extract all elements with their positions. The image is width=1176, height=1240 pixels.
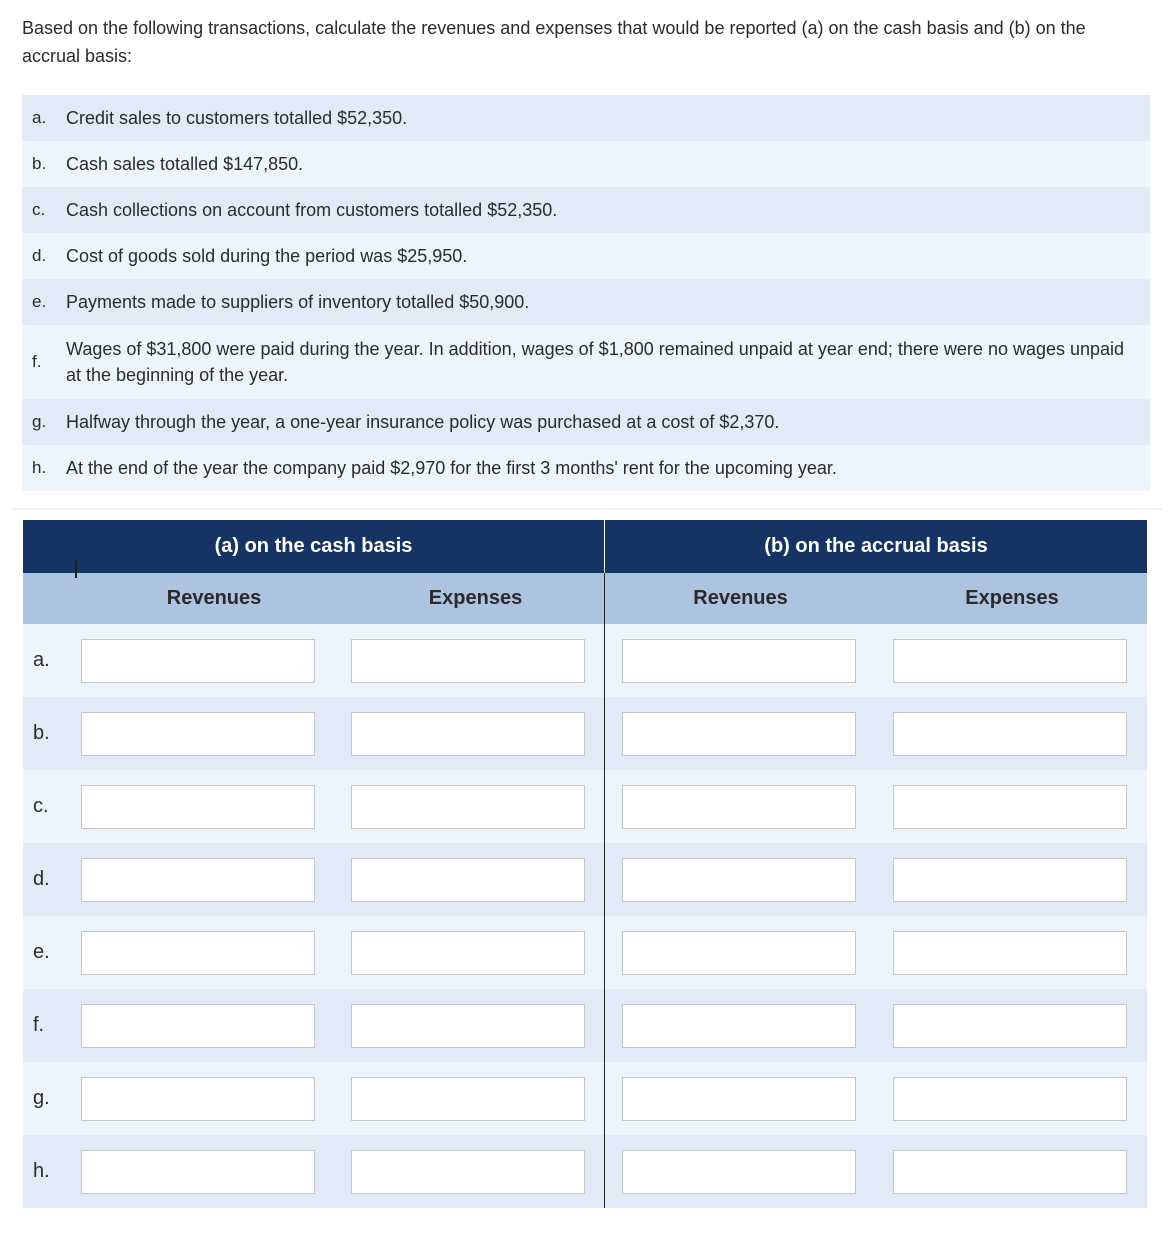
transaction-text: Credit sales to customers totalled $52,350. — [66, 108, 408, 128]
accrual-expenses-input[interactable] — [893, 931, 1127, 975]
row-label: f. — [33, 1014, 45, 1036]
table-row — [23, 1135, 1147, 1208]
accrual-expenses-input[interactable] — [893, 1004, 1127, 1048]
accrual-expenses-input[interactable] — [893, 712, 1127, 756]
accrual-expenses-input[interactable] — [893, 858, 1127, 902]
basis-divider — [604, 624, 605, 1208]
table-row — [23, 916, 1147, 989]
cash-revenues-input[interactable] — [81, 1077, 315, 1121]
transaction-letter: h. — [32, 458, 47, 477]
cash-expenses-input[interactable] — [351, 639, 585, 683]
cash-revenues-input[interactable] — [81, 931, 315, 975]
transaction-list — [22, 95, 1150, 491]
answer-table — [23, 520, 1147, 1208]
table-row — [23, 697, 1147, 770]
transaction-text: Wages of $31,800 were paid during the year. In addition, wages of $1,800 remained unpaid at year end; there were no wages unpaid at the beginning of the year. — [66, 339, 1125, 385]
transaction-text: Payments made to suppliers of inventory totalled $50,900. — [66, 292, 530, 312]
row-label: g. — [33, 1087, 50, 1109]
cash-revenues-input[interactable] — [81, 712, 315, 756]
transaction-item — [22, 445, 1150, 491]
question-text: Based on the following transactions, calculate the revenues and expenses that would be reported (a) on the cash basis and (b) on the accrual basis: — [22, 18, 1086, 66]
table-body — [23, 624, 1147, 1208]
accrual-revenues-input[interactable] — [622, 1004, 856, 1048]
cash-expenses-input[interactable] — [351, 931, 585, 975]
cash-expenses-input[interactable] — [351, 1150, 585, 1194]
table-row — [23, 1062, 1147, 1135]
accrual-expenses-input[interactable] — [893, 785, 1127, 829]
transaction-item — [22, 279, 1150, 325]
transaction-item — [22, 95, 1150, 141]
accrual-revenues-input[interactable] — [622, 712, 856, 756]
cash-revenues-input[interactable] — [81, 1150, 315, 1194]
row-label: h. — [33, 1160, 50, 1182]
transaction-item — [22, 399, 1150, 445]
row-label: a. — [33, 649, 50, 671]
divider — [12, 508, 1162, 510]
transaction-item — [22, 233, 1150, 279]
cash-revenues-input[interactable] — [81, 858, 315, 902]
table-row — [23, 989, 1147, 1062]
group-header-accrual: (b) on the accrual basis — [764, 535, 988, 557]
col-header-accrual-expenses: Expenses — [965, 587, 1059, 609]
transaction-letter: f. — [32, 352, 42, 371]
transaction-text: Cash sales totalled $147,850. — [66, 154, 304, 174]
col-header-accrual-revenues: Revenues — [693, 587, 788, 609]
group-header-cash: (a) on the cash basis — [23, 520, 605, 573]
cash-revenues-input[interactable] — [81, 1004, 315, 1048]
transaction-text: Cash collections on account from customers totalled $52,350. — [66, 200, 558, 220]
col-header-cash-revenues: Revenues — [166, 587, 262, 609]
column-header-row — [23, 573, 1147, 624]
cash-expenses-input[interactable] — [351, 858, 585, 902]
row-label: e. — [33, 941, 50, 963]
transaction-item — [22, 325, 1150, 399]
accrual-revenues-input[interactable] — [622, 858, 856, 902]
cash-revenues-input[interactable] — [81, 639, 315, 683]
cash-expenses-input[interactable] — [351, 1004, 585, 1048]
accrual-revenues-input[interactable] — [622, 785, 856, 829]
transaction-text: Halfway through the year, a one-year insurance policy was purchased at a cost of $2,370. — [66, 412, 780, 432]
column-resize-handle[interactable] — [61, 560, 81, 578]
accrual-expenses-input[interactable] — [893, 1077, 1127, 1121]
transaction-letter: b. — [32, 154, 47, 173]
row-label: d. — [33, 868, 50, 890]
row-label: c. — [33, 795, 49, 817]
accrual-revenues-input[interactable] — [622, 639, 856, 683]
group-header-row — [23, 520, 1147, 573]
table-row — [23, 624, 1147, 697]
transaction-item — [22, 141, 1150, 187]
cash-revenues-input[interactable] — [81, 785, 315, 829]
transaction-letter: g. — [32, 412, 47, 431]
accrual-expenses-input[interactable] — [893, 639, 1127, 683]
table-row — [23, 843, 1147, 916]
row-label: b. — [33, 722, 50, 744]
transaction-letter: c. — [32, 200, 46, 219]
accrual-revenues-input[interactable] — [622, 1150, 856, 1194]
table-row — [23, 770, 1147, 843]
transaction-text: Cost of goods sold during the period was $25,950. — [66, 246, 468, 266]
transaction-letter: d. — [32, 246, 47, 265]
col-header-cash-expenses: Expenses — [347, 573, 605, 624]
cash-expenses-input[interactable] — [351, 1077, 585, 1121]
accrual-revenues-input[interactable] — [622, 1077, 856, 1121]
accrual-revenues-input[interactable] — [622, 931, 856, 975]
transaction-letter: e. — [32, 292, 47, 311]
accrual-expenses-input[interactable] — [893, 1150, 1127, 1194]
transaction-letter: a. — [32, 108, 47, 127]
transaction-text: At the end of the year the company paid $2,970 for the first 3 months' rent for the upcoming year. — [66, 458, 837, 478]
transaction-item — [22, 187, 1150, 233]
cash-expenses-input[interactable] — [351, 785, 585, 829]
cash-expenses-input[interactable] — [351, 712, 585, 756]
